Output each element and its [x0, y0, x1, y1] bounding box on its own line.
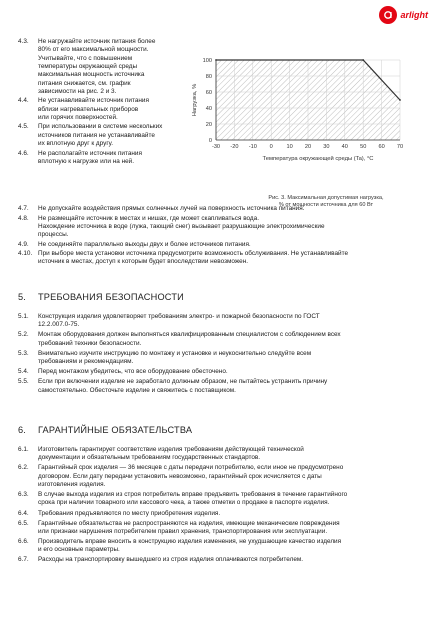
item-text-line: их вплотную друг к другу. — [38, 139, 113, 147]
item-number: 4.10. — [18, 250, 33, 258]
item-text-line: вблизи нагревательных приборов — [38, 105, 139, 113]
item-text-line: изготовления изделия. — [38, 480, 106, 488]
item-number: 6.6. — [18, 538, 29, 545]
data-point — [399, 99, 401, 101]
list-item — [18, 491, 418, 508]
brand-name: arlight — [400, 10, 428, 20]
list-item — [18, 520, 418, 537]
item-number: 4.3. — [18, 38, 29, 45]
list-item — [18, 464, 418, 489]
y-tick-label: 20 — [205, 122, 212, 128]
list-item — [18, 378, 418, 395]
item-text-line: Гарантийный срок изделия — 36 месяцев с даты передачи потребителю, если иное не предусмотрено — [38, 464, 344, 472]
item-text-line: Гарантийные обязательства не распространяются на изделия, имеющие механические повреждения — [38, 519, 340, 527]
item-number: 4.8. — [18, 214, 29, 222]
x-tick-label: 70 — [396, 144, 404, 150]
list-item — [18, 38, 188, 96]
item-text-line: зависимости на рис. 2 и 3. — [38, 87, 117, 95]
x-tick-label: 30 — [323, 144, 330, 150]
data-point — [362, 59, 364, 61]
list-item — [18, 123, 188, 148]
item-text-line: Внимательно изучите инструкцию по монтажу и установке и неукоснительно следуйте всем — [38, 349, 312, 357]
item-text-line: Не соединяйте параллельно выходы двух и более источников питания. — [38, 240, 251, 248]
item-number: 6.4. — [18, 509, 29, 517]
list-item — [18, 538, 418, 555]
item-text-line: Нахождение источника в воде (лужа, тающий снег) вызывает разрушающие электрохимические — [38, 222, 325, 230]
chart-caption-line: % от мощности источника для 60 Вт — [278, 202, 374, 208]
list-item — [18, 150, 188, 167]
item-number: 6.5. — [18, 519, 29, 527]
item-text-line: Не нагружайте источник питания более — [38, 38, 156, 45]
item-number: 5.5. — [18, 378, 29, 386]
x-tick-label: 10 — [286, 144, 293, 150]
list-item — [18, 215, 418, 240]
list-item — [18, 350, 418, 367]
list-item — [18, 556, 418, 564]
item-text-line: Изготовитель гарантирует соответствие изделия требованиям действующей технической — [38, 446, 304, 453]
chart-caption — [236, 195, 416, 209]
item-text-line: 12.2.007.0-75. — [38, 321, 80, 329]
x-tick-label: -30 — [211, 144, 221, 150]
list-item — [18, 368, 418, 376]
item-text-line: документации и обязательным требованиям государственных стандартов. — [38, 454, 261, 462]
item-text-line: Не устанавливайте источник питания — [38, 97, 149, 105]
list-item — [18, 313, 418, 330]
item-number: 6.3. — [18, 491, 29, 499]
item-number: 5.2. — [18, 331, 29, 339]
list-item — [18, 241, 418, 249]
list-item — [18, 250, 418, 267]
x-tick-label: 60 — [378, 144, 385, 150]
item-text-line: и его основные параметры. — [38, 546, 120, 554]
brand-logo — [379, 6, 428, 24]
item-number: 6.1. — [18, 446, 29, 453]
item-number: 5.4. — [18, 368, 29, 376]
item-text-line: Конструкция изделия удовлетворяет требованиям электро- и пожарной безопасности по ГОСТ — [38, 313, 320, 320]
item-text-line: процессы. — [38, 231, 69, 239]
list-item — [18, 331, 418, 348]
item-text-line: вплотную к нагрузке или на ней. — [38, 157, 135, 165]
x-tick-label: 20 — [304, 144, 312, 150]
item-text-line: самостоятельно. Обесточьте изделие и свяжитесь с поставщиком. — [38, 386, 236, 394]
y-axis-label: Нагрузка, % — [192, 83, 198, 117]
item-text-line: Расходы на транспортировку вышедшего из строя изделия оплачиваются потребителем. — [38, 556, 304, 564]
item-number: 4.9. — [18, 240, 29, 248]
data-point — [215, 59, 217, 61]
y-tick-label: 80 — [205, 74, 212, 80]
x-tick-label: -20 — [230, 144, 239, 150]
item-text-line: Монтаж оборудования должен выполняться квалифицированным специалистом с соблюдением всех — [38, 331, 341, 339]
item-text-line: максимальная мощность источника — [38, 71, 145, 79]
item-number: 4.5. — [18, 123, 29, 131]
item-text-line: питания снижается, см. график — [38, 79, 131, 87]
item-text-line: Учитывайте, что с повышением — [38, 54, 133, 62]
item-text-line: срока при наличии товарного или кассового чека, а также отметки о продаже в паспорте изделия. — [38, 499, 330, 507]
item-text-line: В случае выхода изделия из строя потребитель вправе предъявить требования в течение гарантийного — [38, 491, 348, 499]
item-text-line: источников питания не устанавливайте — [38, 131, 155, 139]
item-number: 4.4. — [18, 97, 29, 105]
item-text-line: договором. Если дату передачи установить невозможно, гарантийный срок исчисляется с даты — [38, 472, 322, 480]
item-text-line: 80% от его максимальной мощности. — [38, 46, 149, 54]
item-text-line: При выборе места установки источника предусмотрите возможность обслуживания. Не устанавливайте — [38, 250, 349, 258]
item-text-line: Перед монтажом убедитесь, что все оборудование обесточено. — [38, 368, 228, 376]
list-item — [18, 446, 418, 463]
x-tick-label: -10 — [248, 144, 257, 150]
item-text-line: Производитель вправе вносить в конструкцию изделия изменения, не ухудшающие качество изделия — [38, 538, 342, 545]
y-tick-label: 60 — [205, 90, 212, 96]
x-tick-label: 50 — [360, 144, 367, 150]
item-number: 4.6. — [18, 149, 29, 157]
item-text-line: Если при включении изделие не заработало должным образом, не пытайтесь устранить причину — [38, 378, 328, 386]
y-tick-label: 0 — [208, 138, 212, 144]
item-text-line: Не допускайте воздействия прямых солнечных лучей на поверхность источника питания. — [38, 205, 305, 212]
list-item — [18, 97, 188, 122]
section-5-title: 5. ТРЕБОВАНИЯ БЕЗОПАСНОСТИ — [18, 292, 184, 302]
y-tick-label: 40 — [205, 106, 212, 112]
item-text-line: Не располагайте источник питания — [38, 149, 142, 157]
item-number: 6.7. — [18, 556, 29, 564]
item-text-line: Не размещайте источник в местах и нишах, где может скапливаться вода. — [38, 214, 259, 222]
arlight-logo-icon — [379, 6, 397, 24]
item-text-line: При использовании в системе нескольких — [38, 123, 163, 131]
item-number: 6.2. — [18, 464, 29, 472]
item-text-line: требованиям и рекомендациям. — [38, 358, 134, 366]
derating-chart-svg — [186, 50, 422, 190]
item-number: 5.1. — [18, 313, 29, 320]
item-number: 4.7. — [18, 205, 29, 212]
list-item — [18, 510, 418, 518]
item-text-line: требований техники безопасности. — [38, 339, 142, 347]
x-tick-label: 40 — [341, 144, 348, 150]
section-6-title: 6. ГАРАНТИЙНЫЕ ОБЯЗАТЕЛЬСТВА — [18, 425, 193, 435]
item-number: 5.3. — [18, 349, 29, 357]
item-text-line: или горячих поверхностей. — [38, 113, 118, 121]
chart-caption-line: Рис. 3. Максимальная допустимая нагрузка, — [268, 195, 384, 201]
item-text-line: источник в местах, доступ к которым будет впоследствии невозможен. — [38, 258, 249, 266]
item-text-line: температуры окружающей среды — [38, 62, 138, 70]
y-tick-label: 100 — [202, 58, 212, 64]
item-text-line: или признаки нарушения потребителем правил хранения, транспортирования или эксплуатации. — [38, 527, 328, 535]
x-tick-label: 0 — [269, 144, 273, 150]
x-axis-label: Температура окружающей среды (Ta), °C — [262, 156, 374, 162]
item-text-line: Требования предъявляются по месту приобретения изделия. — [38, 509, 221, 517]
derating-chart — [186, 50, 422, 190]
